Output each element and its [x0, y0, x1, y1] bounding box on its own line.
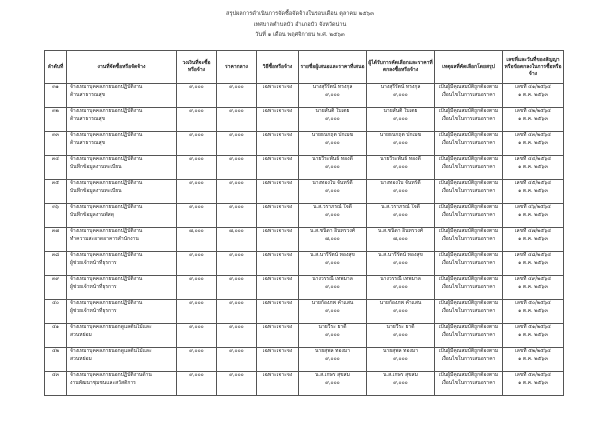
budget-amount: ๙,๐๐๐	[177, 348, 217, 372]
selection-reason: เป็นผู้มีคุณสมบัติถูกต้องตาม เงื่อนไขในการเสนอราคา	[435, 204, 503, 228]
procurement-method: เฉพาะเจาะจง	[257, 108, 299, 132]
procurement-method: เฉพาะเจาะจง	[257, 228, 299, 252]
selected-vendor-and-price: น.ส.เกษร สุขสม ๙,๐๐๐	[367, 372, 435, 396]
procurement-method: เฉพาะเจาะจง	[257, 300, 299, 324]
budget-amount: ๗,๐๐๐	[177, 228, 217, 252]
selected-vendor-and-price: นายวีระ ยาดี ๙,๐๐๐	[367, 324, 435, 348]
work-description: จ้างเหมาบุคคลภายนอกปฏิบัติงาน บันทึกข้อมูลงานทะเบียน	[67, 156, 177, 180]
column-header: เหตุผลที่คัดเลือกโดยสรุป	[435, 51, 503, 84]
median-price: ๙,๐๐๐	[217, 132, 257, 156]
bidder-and-price: นายสันติ ใบเตย ๙,๐๐๐	[299, 108, 367, 132]
work-description: จ้างเหมาบุคคลภายนอกปฏิบัติงาน ผู้ช่วยเจ้าหน้าที่ธุรการ	[67, 276, 177, 300]
median-price: ๙,๐๐๐	[217, 324, 257, 348]
work-description: จ้างเหมาบุคคลภายนอกปฏิบัติงาน ด้านสาธารณสุข	[67, 108, 177, 132]
procurement-method: เฉพาะเจาะจง	[257, 348, 299, 372]
procurement-method: เฉพาะเจาะจง	[257, 180, 299, 204]
selected-vendor-and-price: นายวีระพันธ์ ทองดี ๙,๐๐๐	[367, 156, 435, 180]
row-number: ๔๐	[45, 300, 67, 324]
selection-reason: เป็นผู้มีคุณสมบัติถูกต้องตาม เงื่อนไขในการเสนอราคา	[435, 252, 503, 276]
row-number: ๓๗	[45, 228, 67, 252]
contract-number-date: เลขที่ ๔๑/๒๕๖๔ ๑ ต.ค. ๒๕๖๓	[503, 84, 564, 108]
contract-number-date: เลขที่ ๔๘/๒๕๖๔ ๑ ต.ค. ๒๕๖๓	[503, 252, 564, 276]
budget-amount: ๙,๐๐๐	[177, 180, 217, 204]
contract-number-date: เลขที่ ๔๕/๒๕๖๔ ๑ ต.ค. ๒๕๖๓	[503, 180, 564, 204]
budget-amount: ๙,๐๐๐	[177, 252, 217, 276]
row-number: ๓๒	[45, 108, 67, 132]
selected-vendor-and-price: นายธนกฤต ปกเมฆ ๙,๐๐๐	[367, 132, 435, 156]
selected-vendor-and-price: นางทองใบ จันทร์ดี ๙,๐๐๐	[367, 180, 435, 204]
row-number: ๓๕	[45, 180, 67, 204]
contract-number-date: เลขที่ ๕๐/๒๕๖๔ ๑ ต.ค. ๒๕๖๓	[503, 300, 564, 324]
median-price: ๙,๐๐๐	[217, 108, 257, 132]
table-row	[45, 204, 564, 228]
row-number: ๔๑	[45, 324, 67, 348]
work-description: จ้างเหมาบุคคลภายนอกดูแลต้นไม้และ สวนหย่อม	[67, 348, 177, 372]
median-price: ๙,๐๐๐	[217, 180, 257, 204]
header-date: วันที่ ๑ เดือน พฤศจิกายน พ.ศ. ๒๕๖๓	[255, 32, 345, 38]
table-row	[45, 348, 564, 372]
table-row	[45, 180, 564, 204]
procurement-method: เฉพาะเจาะจง	[257, 372, 299, 396]
median-price: ๙,๐๐๐	[217, 252, 257, 276]
contract-number-date: เลขที่ ๔๖/๒๕๖๔ ๑ ต.ค. ๒๕๖๓	[503, 204, 564, 228]
row-number: ๓๔	[45, 156, 67, 180]
table-row	[45, 300, 564, 324]
selection-reason: เป็นผู้มีคุณสมบัติถูกต้องตาม เงื่อนไขในการเสนอราคา	[435, 300, 503, 324]
bidder-and-price: นางวรรณี เทพมาล ๙,๐๐๐	[299, 276, 367, 300]
work-description: จ้างเหมาบุคคลภายนอกปฏิบัติงาน ผู้ช่วยเจ้าหน้าที่ธุรการ	[67, 300, 177, 324]
procurement-table	[44, 50, 564, 396]
row-number: ๓๙	[45, 276, 67, 300]
procurement-method: เฉพาะเจาะจง	[257, 156, 299, 180]
column-header: ราคากลาง	[217, 51, 257, 84]
budget-amount: ๙,๐๐๐	[177, 132, 217, 156]
contract-number-date: เลขที่ ๔๒/๒๕๖๔ ๑ ต.ค. ๒๕๖๓	[503, 108, 564, 132]
procurement-method: เฉพาะเจาะจง	[257, 276, 299, 300]
header-organization: เทศบาลตำบลบัว อำเภอบัว จังหวัดน่าน	[253, 21, 347, 28]
document-header	[0, 9, 600, 41]
selection-reason: เป็นผู้มีคุณสมบัติถูกต้องตาม เงื่อนไขในการเสนอราคา	[435, 156, 503, 180]
work-description: จ้างเหมาบุคคลภายนอกปฏิบัติงาน ผู้ช่วยเจ้าหน้าที่ธุรการ	[67, 252, 177, 276]
column-header: รายชื่อผู้เสนอและราคาที่เสนอ	[299, 51, 367, 84]
selected-vendor-and-price: นางสุรีรัตน์ ทรงกุล ๙,๐๐๐	[367, 84, 435, 108]
selected-vendor-and-price: นายก้องภพ คำแสน ๙,๐๐๐	[367, 300, 435, 324]
table-row	[45, 228, 564, 252]
work-description: จ้างเหมาบุคคลภายนอกปฏิบัติงานด้าน งานพัฒนาชุมชนและสวัสดิการ	[67, 372, 177, 396]
table-row	[45, 276, 564, 300]
selection-reason: เป็นผู้มีคุณสมบัติถูกต้องตาม เงื่อนไขในการเสนอราคา	[435, 372, 503, 396]
median-price: ๙,๐๐๐	[217, 300, 257, 324]
column-header: วงเงินที่จะซื้อหรือจ้าง	[177, 51, 217, 84]
bidder-and-price: น.ส.เกษร สุขสม ๙,๐๐๐	[299, 372, 367, 396]
bidder-and-price: นางสุรีรัตน์ ทรงกุล ๙,๐๐๐	[299, 84, 367, 108]
bidder-and-price: น.ส.ชนิดา อินทรวงศ์ ๗,๐๐๐	[299, 228, 367, 252]
row-number: ๓๓	[45, 132, 67, 156]
selected-vendor-and-price: น.ส.วราภรณ์ ใจดี ๙,๐๐๐	[367, 204, 435, 228]
contract-number-date: เลขที่ ๔๓/๒๕๖๔ ๑ ต.ค. ๒๕๖๓	[503, 132, 564, 156]
work-description: จ้างเหมาบุคคลภายนอกปฏิบัติงาน ด้านสาธารณสุข	[67, 84, 177, 108]
table-row	[45, 372, 564, 396]
column-header: ลำดับที่	[45, 51, 67, 84]
budget-amount: ๙,๐๐๐	[177, 156, 217, 180]
selected-vendor-and-price: น.ส.นารีรัตน์ ทองสุข ๙,๐๐๐	[367, 252, 435, 276]
table-row	[45, 324, 564, 348]
median-price: ๙,๐๐๐	[217, 348, 257, 372]
bidder-and-price: นางทองใบ จันทร์ดี ๙,๐๐๐	[299, 180, 367, 204]
contract-number-date: เลขที่ ๕๓/๒๕๖๔ ๑ ต.ค. ๒๕๖๓	[503, 372, 564, 396]
contract-number-date: เลขที่ ๔๔/๒๕๖๔ ๑ ต.ค. ๒๕๖๓	[503, 156, 564, 180]
row-number: ๓๖	[45, 204, 67, 228]
procurement-method: เฉพาะเจาะจง	[257, 252, 299, 276]
budget-amount: ๙,๐๐๐	[177, 108, 217, 132]
contract-number-date: เลขที่ ๔๙/๒๕๖๔ ๑ ต.ค. ๒๕๖๓	[503, 276, 564, 300]
selected-vendor-and-price: นางวรรณี เทพมาล ๙,๐๐๐	[367, 276, 435, 300]
column-header: วิธีซื้อหรือจ้าง	[257, 51, 299, 84]
table-header-row	[45, 51, 564, 84]
work-description: จ้างเหมาบุคคลภายนอกปฏิบัติงาน บันทึกข้อมูลงานทะเบียน	[67, 180, 177, 204]
procurement-method: เฉพาะเจาะจง	[257, 84, 299, 108]
selected-vendor-and-price: นายสุพล ทองมา ๙,๐๐๐	[367, 348, 435, 372]
selection-reason: เป็นผู้มีคุณสมบัติถูกต้องตาม เงื่อนไขในการเสนอราคา	[435, 276, 503, 300]
table-row	[45, 132, 564, 156]
bidder-and-price: นายวีระ ยาดี ๙,๐๐๐	[299, 324, 367, 348]
table-row	[45, 84, 564, 108]
column-header: เลขที่และวันที่ของสัญญาหรือข้อตกลงในการซื้อหรือจ้าง	[503, 51, 564, 84]
budget-amount: ๙,๐๐๐	[177, 300, 217, 324]
selection-reason: เป็นผู้มีคุณสมบัติถูกต้องตาม เงื่อนไขในการเสนอราคา	[435, 180, 503, 204]
table-row	[45, 252, 564, 276]
selection-reason: เป็นผู้มีคุณสมบัติถูกต้องตาม เงื่อนไขในการเสนอราคา	[435, 324, 503, 348]
column-header: งานที่จัดซื้อหรือจัดจ้าง	[67, 51, 177, 84]
median-price: ๗,๐๐๐	[217, 228, 257, 252]
budget-amount: ๙,๐๐๐	[177, 204, 217, 228]
procurement-method: เฉพาะเจาะจง	[257, 324, 299, 348]
contract-number-date: เลขที่ ๕๑/๒๕๖๔ ๑ ต.ค. ๒๕๖๓	[503, 324, 564, 348]
procurement-method: เฉพาะเจาะจง	[257, 204, 299, 228]
budget-amount: ๙,๐๐๐	[177, 372, 217, 396]
selection-reason: เป็นผู้มีคุณสมบัติถูกต้องตาม เงื่อนไขในการเสนอราคา	[435, 228, 503, 252]
work-description: จ้างเหมาบุคคลภายนอกปฏิบัติงาน ด้านสาธารณสุข	[67, 132, 177, 156]
work-description: จ้างเหมาบุคคลภายนอกปฏิบัติงาน บันทึกข้อมูลงานพัสดุ	[67, 204, 177, 228]
table-row	[45, 108, 564, 132]
budget-amount: ๙,๐๐๐	[177, 324, 217, 348]
budget-amount: ๙,๐๐๐	[177, 276, 217, 300]
column-header: ผู้ได้รับการคัดเลือกและราคาที่ตกลงซื้อหรือจ้าง	[367, 51, 435, 84]
procurement-method: เฉพาะเจาะจง	[257, 132, 299, 156]
bidder-and-price: นายวีระพันธ์ ทองดี ๙,๐๐๐	[299, 156, 367, 180]
work-description: จ้างเหมาบุคคลภายนอกดูแลต้นไม้และ สวนหย่อม	[67, 324, 177, 348]
table-row	[45, 156, 564, 180]
median-price: ๙,๐๐๐	[217, 276, 257, 300]
contract-number-date: เลขที่ ๔๗/๒๕๖๔ ๑ ต.ค. ๒๕๖๓	[503, 228, 564, 252]
selected-vendor-and-price: นายสันติ ใบเตย ๙,๐๐๐	[367, 108, 435, 132]
bidder-and-price: นายก้องภพ คำแสน ๙,๐๐๐	[299, 300, 367, 324]
row-number: ๓๘	[45, 252, 67, 276]
selected-vendor-and-price: น.ส.ชนิดา อินทรวงศ์ ๗,๐๐๐	[367, 228, 435, 252]
work-description: จ้างเหมาบุคคลภายนอกปฏิบัติงาน ทำความสะอาดอาคารสำนักงาน	[67, 228, 177, 252]
median-price: ๙,๐๐๐	[217, 156, 257, 180]
selection-reason: เป็นผู้มีคุณสมบัติถูกต้องตาม เงื่อนไขในการเสนอราคา	[435, 132, 503, 156]
header-title: สรุปผลการดำเนินการจัดซื้อจัดจ้างในรอบเดือน ตุลาคม ๒๕๖๓	[226, 11, 374, 17]
row-number: ๓๑	[45, 84, 67, 108]
selection-reason: เป็นผู้มีคุณสมบัติถูกต้องตาม เงื่อนไขในการเสนอราคา	[435, 84, 503, 108]
selection-reason: เป็นผู้มีคุณสมบัติถูกต้องตาม เงื่อนไขในการเสนอราคา	[435, 348, 503, 372]
bidder-and-price: น.ส.นารีรัตน์ ทองสุข ๙,๐๐๐	[299, 252, 367, 276]
median-price: ๙,๐๐๐	[217, 372, 257, 396]
bidder-and-price: นายธนกฤต ปกเมฆ ๙,๐๐๐	[299, 132, 367, 156]
selection-reason: เป็นผู้มีคุณสมบัติถูกต้องตาม เงื่อนไขในการเสนอราคา	[435, 108, 503, 132]
median-price: ๙,๐๐๐	[217, 84, 257, 108]
budget-amount: ๙,๐๐๐	[177, 84, 217, 108]
bidder-and-price: นายสุพล ทองมา ๙,๐๐๐	[299, 348, 367, 372]
row-number: ๔๓	[45, 372, 67, 396]
row-number: ๔๒	[45, 348, 67, 372]
median-price: ๙,๐๐๐	[217, 204, 257, 228]
contract-number-date: เลขที่ ๕๒/๒๕๖๔ ๑ ต.ค. ๒๕๖๓	[503, 348, 564, 372]
bidder-and-price: น.ส.วราภรณ์ ใจดี ๙,๐๐๐	[299, 204, 367, 228]
